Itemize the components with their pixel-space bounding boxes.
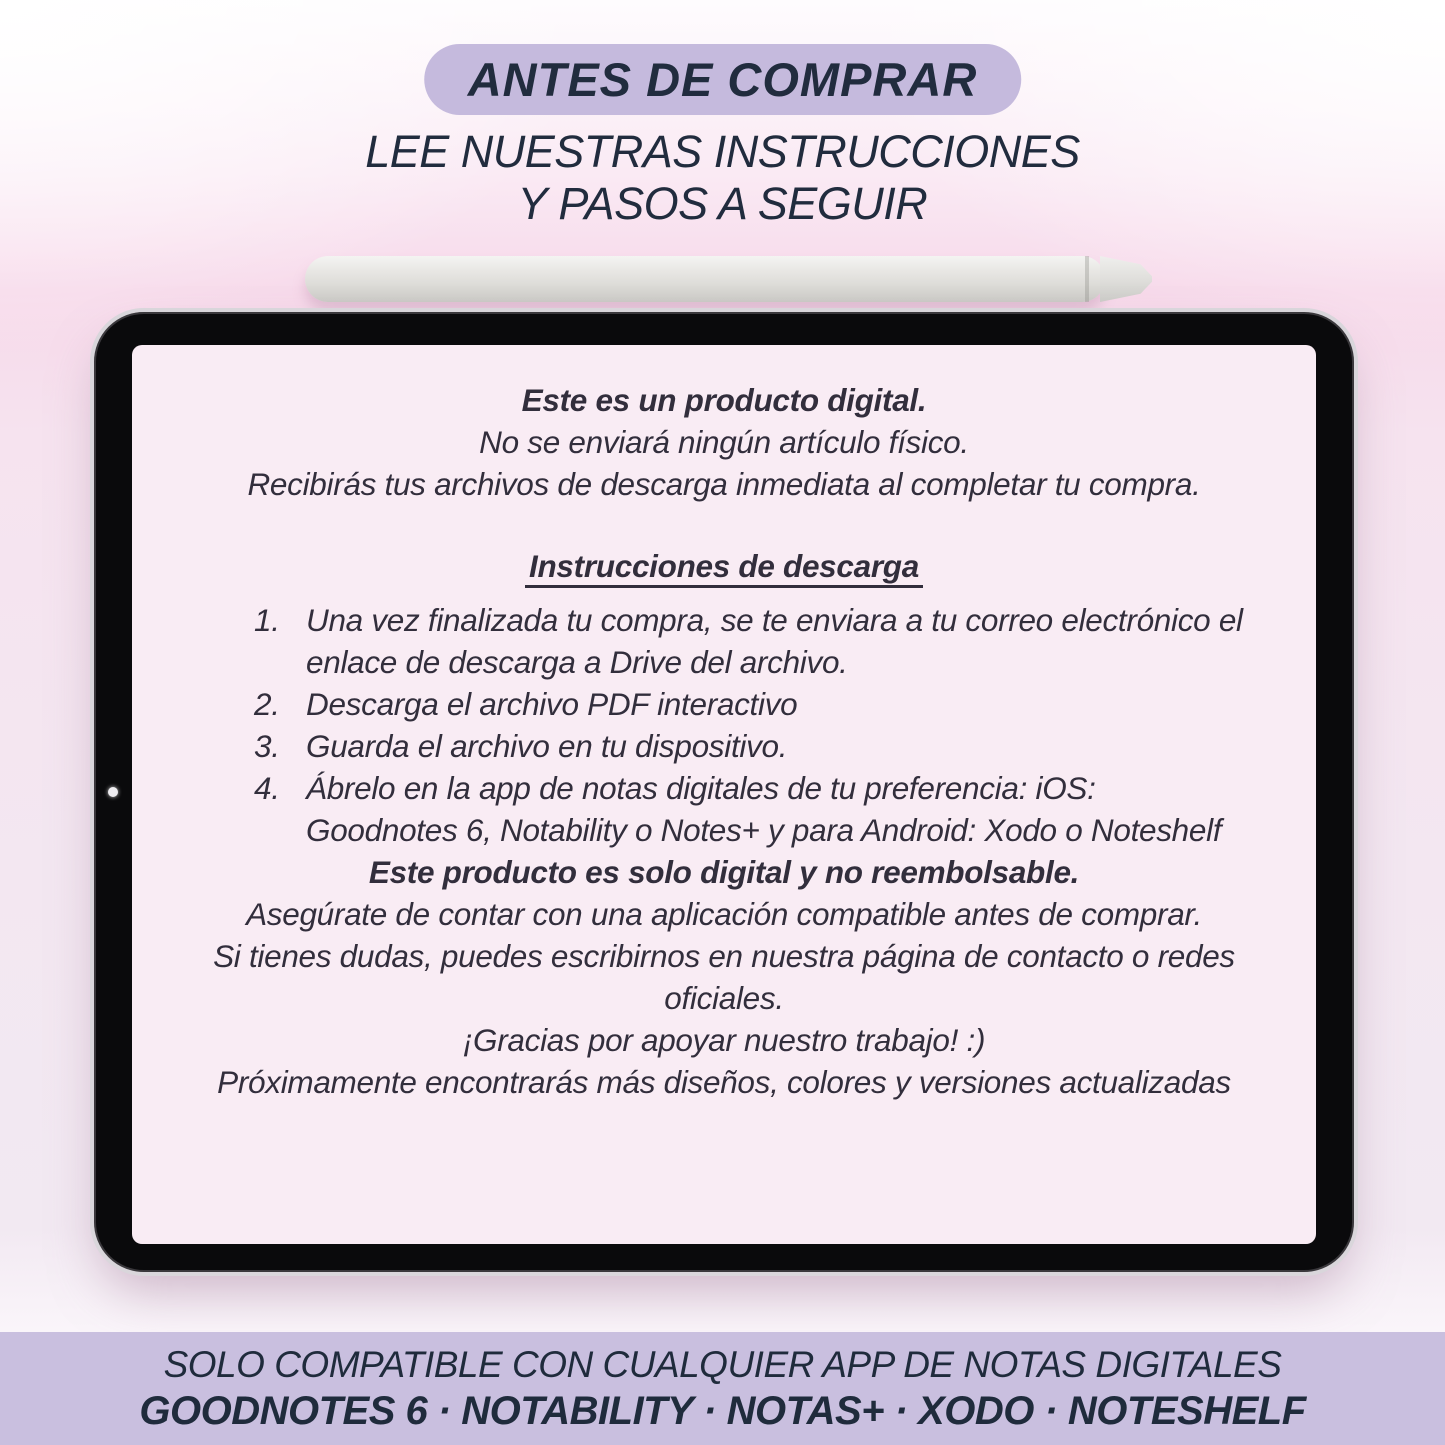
upcoming-designs-note: Próximamente encontrarás más diseños, colores y versiones actualizadas: [217, 1064, 1231, 1100]
footer-apps-line: GOODNOTES 6 · NOTABILITY · NOTAS+ · XODO · NOTESHELF: [139, 1389, 1306, 1433]
header-badge-label: ANTES DE COMPRAR: [467, 53, 978, 106]
footer-bar: [0, 1332, 1445, 1445]
step-number: 2.: [254, 686, 280, 722]
step-number: 3.: [254, 728, 280, 764]
step-item: [254, 683, 1254, 725]
intro-line-3: Recibirás tus archivos de descarga inmediata al completar tu compra.: [247, 466, 1201, 502]
step-item: [254, 725, 1254, 767]
front-camera-dot: [108, 787, 118, 797]
step-text: Una vez finalizada tu compra, se te enviara a tu correo electrónico el enlace de descarga a Drive del archivo.: [306, 602, 1243, 680]
download-steps-list: [188, 599, 1260, 851]
pencil-tip: [1100, 256, 1152, 302]
compatibility-warning: Asegúrate de contar con una aplicación compatible antes de comprar.: [246, 896, 1202, 932]
step-number: 1.: [254, 602, 280, 638]
download-instructions-heading: Instrucciones de descarga: [188, 545, 1260, 587]
thanks-line: ¡Gracias por apoyar nuestro trabajo! :): [462, 1022, 986, 1058]
subtitle-line-2: Y PASOS A SEGUIR: [517, 178, 928, 229]
step-item: [254, 599, 1254, 683]
non-refundable-notice: Este producto es solo digital y no reembolsable.: [368, 854, 1080, 890]
header-badge: [424, 44, 1022, 115]
step-item: [254, 767, 1254, 851]
intro-bold-line: Este es un producto digital.: [521, 382, 927, 418]
pencil-collar: [1085, 256, 1089, 302]
step-number: 4.: [254, 770, 280, 806]
step-text: Guarda el archivo en tu dispositivo.: [306, 728, 788, 764]
intro-line-2: No se enviará ningún artículo físico.: [479, 424, 969, 460]
tablet-mockup: [90, 308, 1358, 1276]
step-text: Descarga el archivo PDF interactivo: [306, 686, 798, 722]
stylus-pencil-image: [305, 256, 1155, 302]
step-text: Ábrelo en la app de notas digitales de tu preferencia: iOS: Goodnotes 6, Notability o Notes+ y para Android: Xodo o Noteshelf: [306, 770, 1222, 848]
contact-note: Si tienes dudas, puedes escribirnos en nuestra página de contacto o redes oficiales.: [213, 938, 1235, 1016]
subtitle-line-1: LEE NUESTRAS INSTRUCCIONES: [365, 126, 1080, 177]
footer-compatibility-line: SOLO COMPATIBLE CON CUALQUIER APP DE NOTAS DIGITALES: [163, 1344, 1282, 1385]
header-subtitle: [0, 126, 1445, 230]
tablet-screen: [132, 345, 1316, 1244]
pencil-body: [305, 256, 1105, 302]
